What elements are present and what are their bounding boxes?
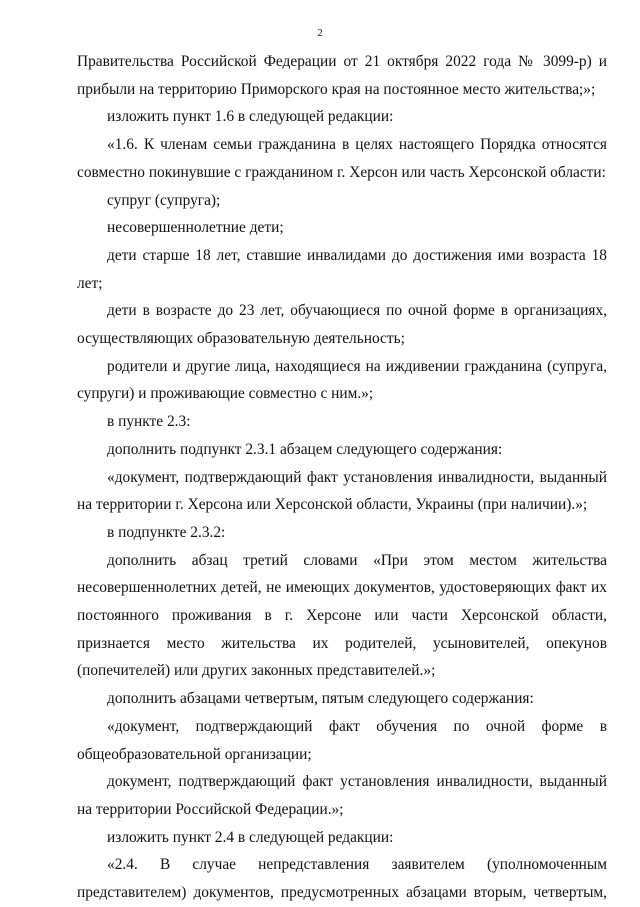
paragraph: несовершеннолетние дети; xyxy=(107,219,284,237)
paragraph: родители и другие лица, находящиеся на иждивении гражданина (супруга, супруги) и проживающие совместно с ним.»; xyxy=(77,357,607,403)
page-number: 2 xyxy=(317,27,323,39)
paragraph: дополнить абзац третий словами «При этом местом жительства несовершеннолетних детей, не имеющих документов, удостоверяющих факт их постоянного проживания в г. Херсоне или части Херсонской области, признается место жительства их родителей, усыновителей, опекунов (попечителей) или других законных представителей.»; xyxy=(77,551,607,680)
paragraph: Правительства Российской Федерации от 21 октября 2022 года № 3099-р) и прибыли на территорию Приморского края на постоянное место жительства;»; xyxy=(77,53,607,98)
paragraph: дополнить абзацами четвертым, пятым следующего содержания: xyxy=(107,690,534,708)
paragraph: документ, подтверждающий факт установления инвалидности, выданный на территории Российской Федерации.»; xyxy=(77,773,607,818)
paragraph: дети старше 18 лет, ставшие инвалидами до достижения ими возраста 18 лет; xyxy=(77,246,607,292)
paragraph: «документ, подтверждающий факт установления инвалидности, выданный на территории г. Херсона или Херсонской области, Украины (при наличии).»; xyxy=(77,468,607,514)
paragraph: «1.6. К членам семьи гражданина в целях настоящего Порядка относятся совместно покинувшие с гражданином г. Херсон или часть Херсонской области: xyxy=(77,136,607,181)
paragraph: дети в возрасте до 23 лет, обучающиеся по очной форме в организациях, осуществляющих образовательную деятельность; xyxy=(77,302,607,348)
paragraph: в пункте 2.3: xyxy=(107,413,191,431)
document-body xyxy=(77,48,607,907)
paragraph: изложить пункт 1.6 в следующей редакции: xyxy=(107,108,394,126)
paragraph: «2.4. В случае непредставления заявителем (уполномоченным представителем) документов, предусмотренных абзацами вторым, четвертым, xyxy=(77,856,607,902)
paragraph: «документ, подтверждающий факт обучения по очной форме в общеобразовательной организации; xyxy=(77,717,607,763)
paragraph: в подпункте 2.3.2: xyxy=(107,523,226,541)
paragraph: изложить пункт 2.4 в следующей редакции: xyxy=(107,828,394,846)
paragraph: супруг (супруга); xyxy=(107,191,221,209)
paragraph: дополнить подпункт 2.3.1 абзацем следующего содержания: xyxy=(107,440,503,458)
